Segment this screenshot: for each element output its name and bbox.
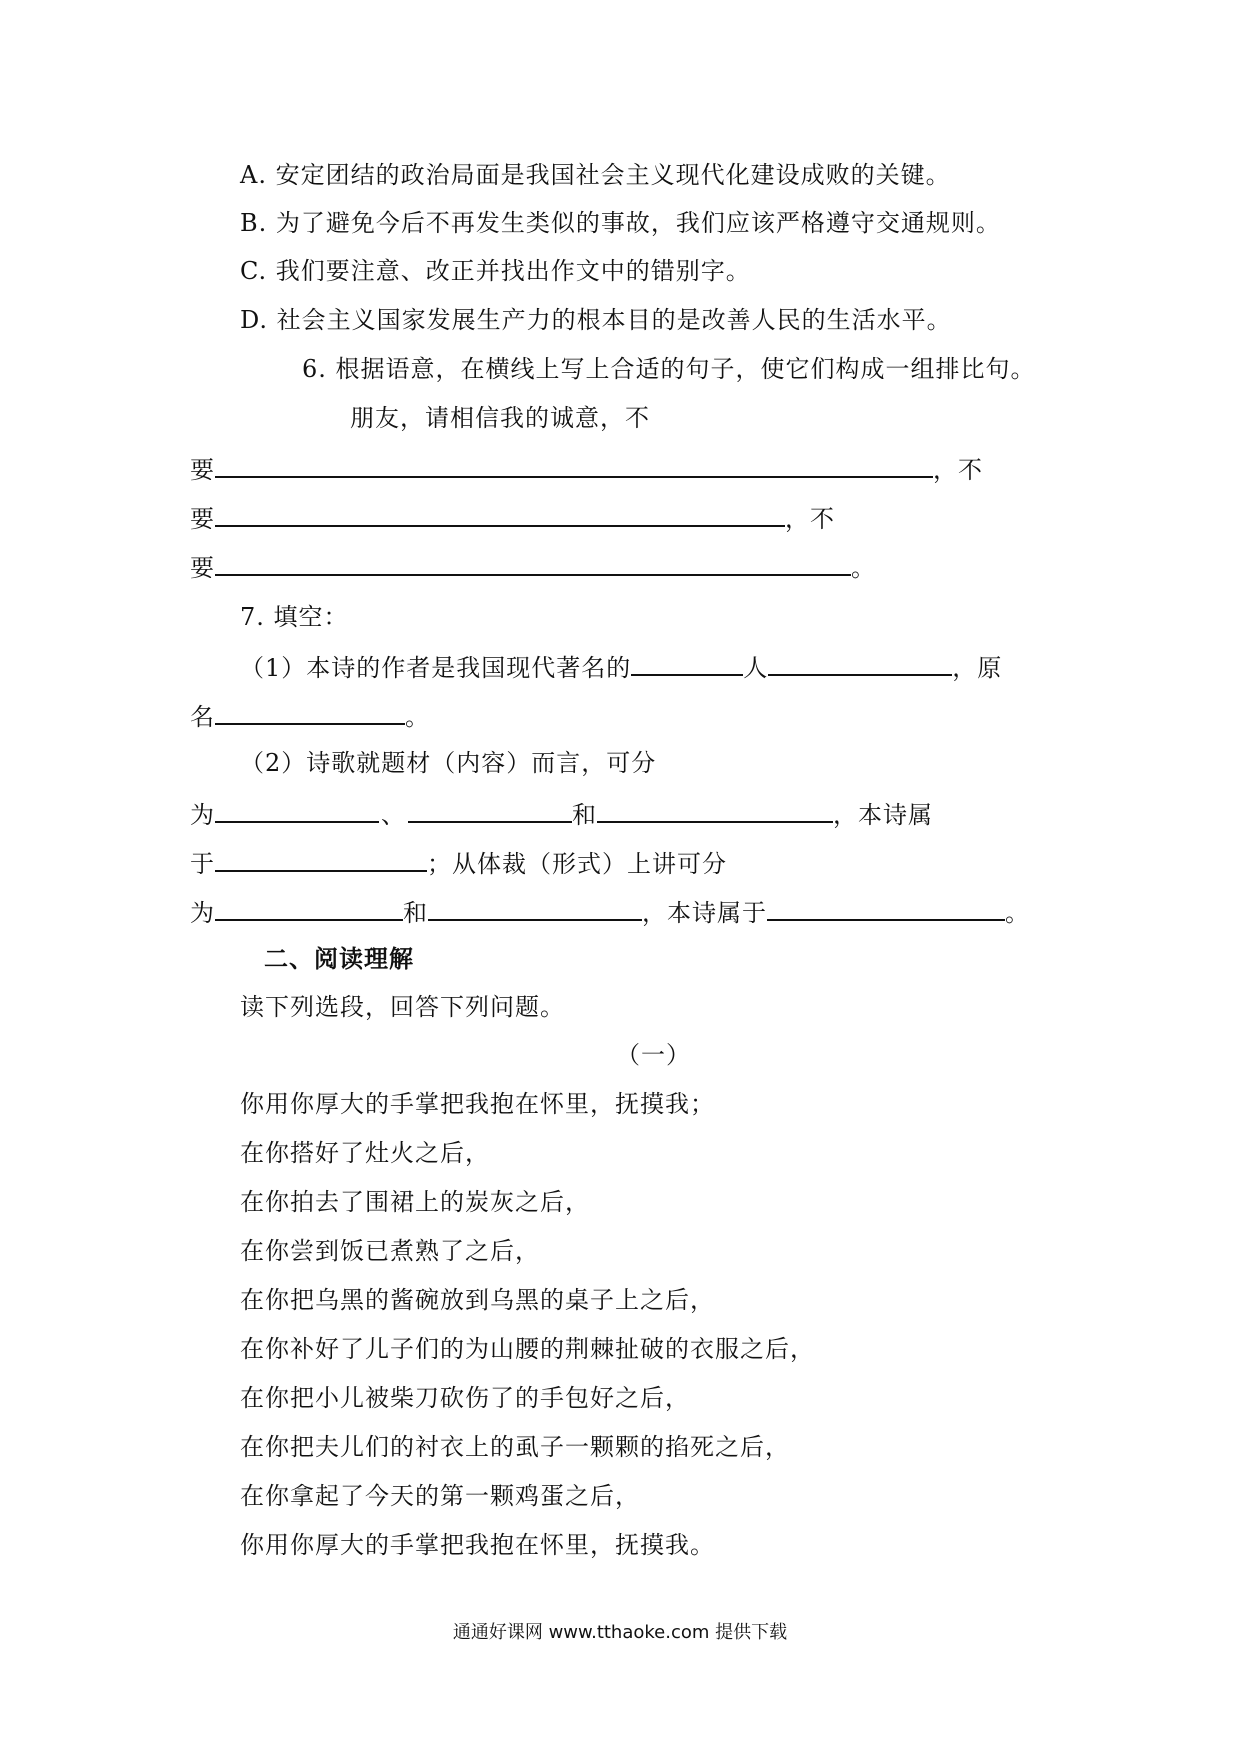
option-text: 安定团结的政治局面是我国社会主义现代化建设成败的关键。 <box>275 161 951 189</box>
answer-blank[interactable] <box>215 450 933 478</box>
q7-text: （1）本诗的作者是我国现代著名的 <box>240 654 632 682</box>
section-instruction: 读下列选段，回答下列问题。 <box>240 993 565 1021</box>
q7-text: 和 <box>403 899 428 927</box>
poem-line: 在你尝到饭已煮熟了之后， <box>240 1237 540 1265</box>
option-letter: A. <box>240 161 267 189</box>
answer-blank[interactable] <box>215 697 405 725</box>
q7-text: 、 <box>381 801 406 829</box>
q7-text: 人 <box>743 654 769 682</box>
option-letter: C. <box>240 257 268 285</box>
option-b <box>240 206 1001 240</box>
q6-lead: 朋友，请相信我的诚意，不 <box>350 404 650 432</box>
answer-blank[interactable] <box>215 795 379 823</box>
q6-prompt: 6. 根据语意，在横线上写上合适的句子，使它们构成一组排比句。 <box>302 355 1036 383</box>
poem-line: 在你搭好了灶火之后， <box>240 1139 490 1167</box>
q6-line-3 <box>190 548 876 585</box>
q6-yao: 要 <box>190 456 215 484</box>
answer-blank[interactable] <box>215 548 851 576</box>
answer-blank[interactable] <box>631 648 743 676</box>
q7-title: 7. 填空： <box>240 603 349 631</box>
q7-text: ，本诗属 <box>833 801 933 829</box>
q7-text: 为 <box>190 899 215 927</box>
answer-blank[interactable] <box>215 893 403 921</box>
q7-part2-line4 <box>190 893 1030 930</box>
section-heading: 二、阅读理解 <box>264 945 414 973</box>
poem-line: 在你拍去了围裙上的炭灰之后， <box>240 1188 590 1216</box>
poem-line: 在你把夫儿们的衬衣上的虱子一颗颗的掐死之后， <box>240 1433 790 1461</box>
poem-line: 你用你厚大的手掌把我抱在怀里，抚摸我。 <box>240 1531 715 1559</box>
q7-text: ；从体裁（形式）上讲可分 <box>427 850 727 878</box>
q7-text: 和 <box>572 801 597 829</box>
q6-yao: 要 <box>190 505 215 533</box>
q7-text: ，本诗属于 <box>642 899 767 927</box>
option-text: 社会主义国家发展生产力的根本目的是改善人民的生活水平。 <box>276 306 952 334</box>
q7-part1-line2 <box>190 697 430 734</box>
answer-blank[interactable] <box>767 893 1005 921</box>
q6-end: 。 <box>851 554 876 582</box>
q7-part2-line1: （2）诗歌就题材（内容）而言，可分 <box>240 749 657 777</box>
option-a <box>240 158 951 192</box>
option-letter: D. <box>240 306 269 334</box>
poem-line: 在你拿起了今天的第一颗鸡蛋之后， <box>240 1482 640 1510</box>
q7-part2-line2 <box>190 795 933 832</box>
q7-text: 。 <box>405 703 430 731</box>
q6-line-2 <box>190 499 835 536</box>
poem-line: 你用你厚大的手掌把我抱在怀里，抚摸我； <box>240 1090 715 1118</box>
option-d <box>240 303 952 337</box>
q6-bu: ，不 <box>785 505 835 533</box>
poem-line: 在你补好了儿子们的为山腰的荆棘扯破的衣服之后， <box>240 1335 815 1363</box>
q7-text: 于 <box>190 850 215 878</box>
q7-text: ，原 <box>952 654 1003 682</box>
answer-blank[interactable] <box>428 893 642 921</box>
answer-blank[interactable] <box>597 795 833 823</box>
q6-yao: 要 <box>190 554 215 582</box>
option-c <box>240 254 751 288</box>
option-letter: B. <box>240 209 268 237</box>
answer-blank[interactable] <box>215 844 427 872</box>
answer-blank[interactable] <box>768 648 952 676</box>
q7-text: 。 <box>1005 899 1030 927</box>
part-label: （一） <box>616 1041 691 1069</box>
poem-line: 在你把小儿被柴刀砍伤了的手包好之后， <box>240 1384 690 1412</box>
q7-part2-line3 <box>190 844 727 881</box>
answer-blank[interactable] <box>408 795 572 823</box>
q6-line-1 <box>190 450 983 487</box>
answer-blank[interactable] <box>215 499 785 527</box>
option-text: 为了避免今后不再发生类似的事故，我们应该严格遵守交通规则。 <box>275 209 1001 237</box>
q7-part1-line1 <box>240 648 1002 685</box>
q7-text: 名 <box>190 703 215 731</box>
q6-bu: ，不 <box>933 456 983 484</box>
poem-line: 在你把乌黑的酱碗放到乌黑的桌子上之后， <box>240 1286 715 1314</box>
option-text: 我们要注意、改正并找出作文中的错别字。 <box>275 257 751 285</box>
footer-credit: 通通好课网 www.tthaoke.com 提供下载 <box>452 1622 788 1643</box>
q7-text: 为 <box>190 801 215 829</box>
